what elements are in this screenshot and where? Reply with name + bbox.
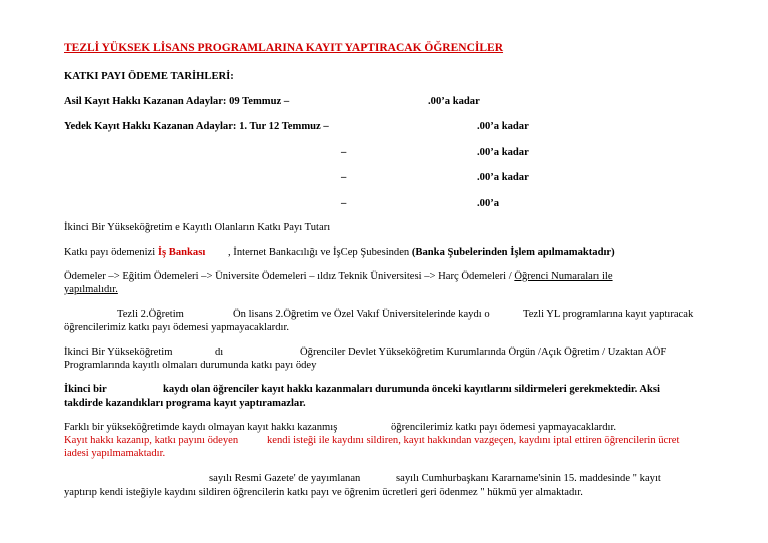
gazete-part1: sayılı Resmi Gazete' de yayımlanan xyxy=(209,473,361,484)
tezli-part1: Tezli 2.Öğretim xyxy=(117,309,184,320)
ikinci-part2: dı xyxy=(215,347,224,358)
red-part1: Kayıt hakkı kazanıp, katkı payını ödeyen xyxy=(64,435,239,446)
ikinci-line2: Programlarında kayıtlı olmaları durumunda katkı payı ödey xyxy=(64,360,317,371)
farkli-part1: Farklı bir yükseköğretimde kaydı olmayan kayıt hakkı kazanmış xyxy=(64,422,338,433)
ikinci-part3: Öğrenciler Devlet Yükseköğretim Kurumlarında Örgün /Açık Öğretim / Uzaktan AÖF xyxy=(300,347,667,358)
bold-line2: takdirde kazandıkları programa kayıt yaptıramazlar. xyxy=(64,398,306,409)
date-row-amount: .00’a kadar xyxy=(477,147,529,158)
ikinci-part1: İkinci Bir Yükseköğretim xyxy=(64,347,173,358)
bank-name: İş Bankası xyxy=(157,247,206,258)
payment-path-steps: Ödemeler –> Eğitim Ödemeleri –> Üniversite Ödemeleri – ıldız Teknik Üniversitesi –> Harç Ödemeleri / xyxy=(64,271,512,282)
date-row-dash: – xyxy=(341,198,347,209)
payment-path-end: yapılmalıdır. xyxy=(64,284,118,295)
payment-path xyxy=(64,271,613,283)
date-row-dash: – xyxy=(341,172,347,183)
payment-prefix: Katkı payı ödemenizi xyxy=(64,247,156,258)
yedek-date-amount: .00’a kadar xyxy=(477,121,529,132)
payment-path-numbers: Öğrenci Numaraları ile xyxy=(514,271,613,282)
bold-part1: İkinci bir xyxy=(64,384,107,395)
farkli-part2: öğrencilerimiz katkı payı ödemesi yapmayacaklardır. xyxy=(391,422,617,433)
tezli-part2: Ön lisans 2.Öğretim ve Özel Vakıf Üniversitelerinde kaydı o xyxy=(233,309,490,320)
red-part2: kendi isteği ile kaydını sildiren, kayıt hakkından vazgeçen, kaydını iptal ettiren öğrencilerin ücret xyxy=(267,435,680,446)
date-row-dash: – xyxy=(341,147,347,158)
tezli-line2: öğrencilerimiz katkı payı ödemesi yapmayacaklardır. xyxy=(64,322,290,333)
payment-middle: , İnternet Bankacılığı ve İşCep Şubesinden xyxy=(228,247,410,258)
second-uni-title: İkinci Bir Yükseköğretim e Kayıtlı Olanların Katkı Payı Tutarı xyxy=(64,222,331,233)
tezli-part3: Tezli YL programlarına kayıt yaptıracak xyxy=(523,309,694,320)
asil-date-label: Asil Kayıt Hakkı Kazanan Adaylar: 09 Temmuz – xyxy=(64,96,290,107)
payment-line-rest xyxy=(228,247,615,259)
payment-note: (Banka Şubelerinden İşlem apılmamaktadır) xyxy=(411,247,615,258)
payment-line xyxy=(64,247,205,259)
asil-date-amount: .00’a kadar xyxy=(428,96,480,107)
page-title: TEZLİ YÜKSEK LİSANS PROGRAMLARINA KAYIT YAPTIRACAK ÖĞRENCİLER xyxy=(64,42,504,54)
section-heading: KATKI PAYI ÖDEME TARİHLERİ: xyxy=(64,71,234,82)
bold-part2: kaydı olan öğrenciler kayıt hakkı kazanmaları durumunda önceki kayıtlarını sildirmeleri gerekmektedir. Aksi xyxy=(163,384,660,395)
red-line2: iadesi yapılmamaktadır. xyxy=(64,448,166,459)
date-row-amount: .00’a xyxy=(477,198,500,209)
gazete-line2: yaptırıp kendi isteğiyle kaydını sildiren öğrencilerin katkı payı ve öğrenim ücretleri geri ödenmez " hükmü yer almaktadır. xyxy=(64,487,583,498)
gazete-part2: sayılı Cumhurbaşkanı Kararname'sinin 15. maddesinde " kayıt xyxy=(396,473,661,484)
yedek-date-label: Yedek Kayıt Hakkı Kazanan Adaylar: 1. Tur 12 Temmuz – xyxy=(64,121,329,132)
date-row-amount: .00’a kadar xyxy=(477,172,529,183)
